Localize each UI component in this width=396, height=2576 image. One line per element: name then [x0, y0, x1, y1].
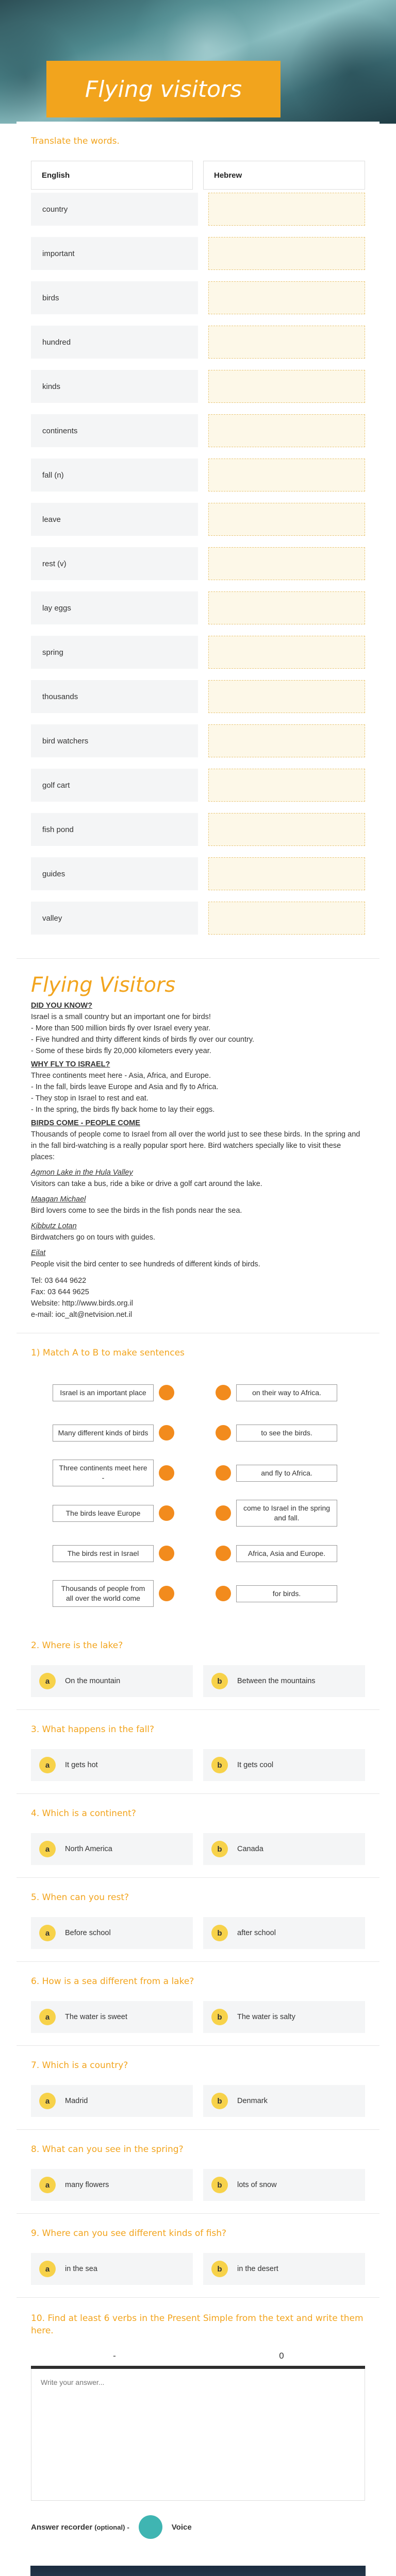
verbs-table-header — [31, 2346, 365, 2369]
spacer — [31, 1270, 365, 1275]
match-row — [31, 1372, 365, 1413]
option-text: On the mountain — [65, 1677, 121, 1685]
reading-line: e-mail: ioc_alt@netvision.net.il — [31, 1311, 133, 1319]
question-title: 9. Where can you see different kinds of fish? — [31, 2228, 227, 2239]
page-title: Flying visitors — [85, 76, 242, 103]
choice-option-a[interactable] — [31, 1665, 193, 1697]
reading-text — [31, 1000, 365, 1320]
choice-option-b[interactable] — [203, 1665, 365, 1697]
worksheet-card — [16, 122, 380, 2576]
option-text: in the desert — [237, 2265, 278, 2273]
option-letter-b: b — [211, 1841, 228, 1857]
choice-option-b[interactable] — [203, 1917, 365, 1949]
header-banner — [0, 0, 396, 124]
match-dot-a[interactable] — [159, 1465, 174, 1481]
choice-option-b[interactable] — [203, 2001, 365, 2033]
hebrew-input[interactable] — [208, 813, 365, 846]
choice-question-section — [16, 2045, 380, 2129]
hebrew-input[interactable] — [208, 547, 365, 580]
reading-line: Birdwatchers go on tours with guides. — [31, 1233, 155, 1242]
question-title: 5. When can you rest? — [31, 1892, 129, 1903]
reading-title: Flying Visitors — [31, 973, 176, 997]
translate-row — [31, 813, 365, 846]
option-text: North America — [65, 1845, 112, 1853]
answer-box — [31, 2369, 365, 2501]
verbs-section — [16, 2297, 380, 2561]
translate-row — [31, 281, 365, 314]
english-word: continents — [31, 414, 198, 447]
match-dot-b[interactable] — [216, 1425, 231, 1440]
choice-option-a[interactable] — [31, 1749, 193, 1781]
question-title: Translate the words. — [31, 136, 120, 146]
choice-options — [31, 1749, 365, 1781]
option-text: Canada — [237, 1845, 263, 1853]
choice-option-a[interactable] — [31, 2169, 193, 2201]
match-dot-b[interactable] — [216, 1385, 231, 1400]
reading-line: - In the fall, birds leave Europe and Asia and fly to Africa. — [31, 1083, 219, 1091]
english-word: valley — [31, 902, 198, 935]
question-title: 4. Which is a continent? — [31, 1808, 136, 1819]
translate-row — [31, 370, 365, 403]
match-dot-a[interactable] — [159, 1505, 174, 1521]
match-item-b: to see the birds. — [236, 1425, 337, 1442]
option-text: many flowers — [65, 2181, 109, 2189]
choice-questions — [16, 1626, 380, 2297]
translate-row — [31, 326, 365, 359]
translate-row — [31, 724, 365, 757]
translate-row — [31, 857, 365, 890]
translate-row — [31, 636, 365, 669]
english-word: important — [31, 237, 198, 270]
match-dot-b[interactable] — [216, 1586, 231, 1601]
match-dot-a[interactable] — [159, 1546, 174, 1561]
question-title: 6. How is a sea different from a lake? — [31, 1976, 194, 1987]
choice-option-a[interactable] — [31, 2085, 193, 2117]
translate-row — [31, 591, 365, 624]
match-item-a: Israel is an important place — [53, 1384, 154, 1401]
choice-option-a[interactable] — [31, 2001, 193, 2033]
english-word: bird watchers — [31, 724, 198, 757]
verbs-col-2: 0 — [279, 2351, 284, 2361]
choice-question-section — [16, 1961, 380, 2045]
question-title: 7. Which is a country? — [31, 2060, 128, 2071]
choice-question-section — [16, 2213, 380, 2297]
option-text: Denmark — [237, 2097, 268, 2105]
choice-option-b[interactable] — [203, 2085, 365, 2117]
english-word: fall (n) — [31, 459, 198, 492]
hebrew-input[interactable] — [208, 902, 365, 935]
option-letter-b: b — [211, 2093, 228, 2109]
matching-section — [16, 1333, 380, 1626]
hebrew-input[interactable] — [208, 503, 365, 536]
hebrew-input[interactable] — [208, 237, 365, 270]
option-text: Before school — [65, 1929, 111, 1937]
choice-option-b[interactable] — [203, 2253, 365, 2285]
choice-options — [31, 2085, 365, 2117]
option-text: Between the mountains — [237, 1677, 316, 1685]
match-dot-b[interactable] — [216, 1505, 231, 1521]
question-title: 8. What can you see in the spring? — [31, 2144, 184, 2155]
hebrew-input[interactable] — [208, 724, 365, 757]
match-item-b: for birds. — [236, 1585, 337, 1602]
option-letter-a: a — [39, 1673, 56, 1689]
english-word: guides — [31, 857, 198, 890]
match-dot-b[interactable] — [216, 1546, 231, 1561]
reading-line: - In the spring, the birds fly back home to lay their eggs. — [31, 1106, 215, 1114]
translate-rows — [31, 193, 365, 935]
english-word: golf cart — [31, 769, 198, 802]
match-dot-a[interactable] — [159, 1425, 174, 1440]
reading-place: Kibbutz Lotan — [31, 1222, 77, 1230]
match-dot-b[interactable] — [216, 1465, 231, 1481]
english-word: thousands — [31, 680, 198, 713]
english-word: leave — [31, 503, 198, 536]
column-hebrew: Hebrew — [203, 161, 365, 190]
option-text: after school — [237, 1929, 276, 1937]
option-letter-b: b — [211, 1757, 228, 1773]
match-dot-a[interactable] — [159, 1586, 174, 1601]
reading-line: - More than 500 million birds fly over Israel every year. — [31, 1024, 211, 1032]
recorder-separator: - — [127, 2523, 129, 2531]
hebrew-input[interactable] — [208, 281, 365, 314]
english-word: rest (v) — [31, 547, 198, 580]
option-letter-b: b — [211, 2177, 228, 2193]
choice-option-b[interactable] — [203, 2169, 365, 2201]
recorder-voice-label: Voice — [171, 2522, 192, 2532]
english-word: kinds — [31, 370, 198, 403]
choice-option-a[interactable] — [31, 1917, 193, 1949]
reading-heading: BIRDS COME - PEOPLE COME — [31, 1119, 140, 1127]
match-row — [31, 1453, 365, 1493]
english-word: country — [31, 193, 198, 226]
choice-option-b[interactable] — [203, 1749, 365, 1781]
title-box — [46, 61, 280, 117]
choice-options — [31, 2001, 365, 2033]
translate-row — [31, 459, 365, 492]
translate-section — [16, 122, 380, 958]
match-row — [31, 1573, 365, 1614]
match-item-b: and fly to Africa. — [236, 1465, 337, 1482]
match-row — [31, 1413, 365, 1453]
hebrew-input[interactable] — [208, 193, 365, 226]
reading-place: Eilat — [31, 1249, 46, 1257]
question-title: 10. Find at least 6 verbs in the Present Simple from the text and write them here. — [31, 2313, 364, 2336]
choice-options — [31, 1833, 365, 1865]
english-word: lay eggs — [31, 591, 198, 624]
option-letter-a: a — [39, 2009, 56, 2025]
reading-heading: DID YOU KNOW? — [31, 1002, 92, 1010]
english-word: birds — [31, 281, 198, 314]
question-title: 2. Where is the lake? — [31, 1640, 123, 1651]
matching-rows — [31, 1372, 365, 1614]
choice-question-section — [16, 1709, 380, 1793]
choice-question-section — [16, 2129, 380, 2213]
option-letter-b: b — [211, 1673, 228, 1689]
choice-option-b[interactable] — [203, 1833, 365, 1865]
option-text: It gets hot — [65, 1761, 98, 1769]
recorder-optional: (optional) — [94, 2523, 125, 2531]
reading-line: Tel: 03 644 9622 — [31, 1277, 87, 1285]
banner-decoration — [289, 10, 396, 124]
match-dot-a[interactable] — [159, 1385, 174, 1400]
choice-option-a[interactable] — [31, 2253, 193, 2285]
record-button[interactable] — [139, 2515, 162, 2539]
choice-option-a[interactable] — [31, 1833, 193, 1865]
option-text: The water is sweet — [65, 2013, 127, 2021]
match-item-a: Many different kinds of birds — [53, 1425, 154, 1442]
reading-line: Visitors can take a bus, ride a bike or drive a golf cart around the lake. — [31, 1180, 262, 1188]
translate-row — [31, 503, 365, 536]
answer-input[interactable] — [41, 2378, 355, 2491]
option-letter-b: b — [211, 2009, 228, 2025]
reading-line: - Some of these birds fly 20,000 kilometers every year. — [31, 1047, 211, 1055]
choice-question-section — [16, 1626, 380, 1709]
option-text: The water is salty — [237, 2013, 295, 2021]
reading-line: Three continents meet here - Asia, Africa, and Europe. — [31, 1072, 211, 1080]
hebrew-input[interactable] — [208, 326, 365, 359]
option-letter-a: a — [39, 2177, 56, 2193]
verbs-col-1: - — [113, 2351, 116, 2361]
reading-heading: WHY FLY TO ISRAEL? — [31, 1060, 110, 1069]
english-word: spring — [31, 636, 198, 669]
hebrew-input[interactable] — [208, 769, 365, 802]
translate-row — [31, 902, 365, 935]
translate-table — [31, 161, 365, 935]
match-item-b: come to Israel in the spring and fall. — [236, 1500, 337, 1527]
hebrew-input[interactable] — [208, 591, 365, 624]
translate-row — [31, 414, 365, 447]
reading-line: Fax: 03 644 9625 — [31, 1288, 89, 1296]
translate-row — [31, 680, 365, 713]
answer-recorder — [31, 2501, 365, 2548]
option-text: in the sea — [65, 2265, 97, 2273]
match-item-b: Africa, Asia and Europe. — [236, 1545, 337, 1562]
option-text: It gets cool — [237, 1761, 274, 1769]
option-letter-b: b — [211, 1925, 228, 1941]
match-item-a: Thousands of people from all over the world come — [53, 1580, 154, 1607]
reading-line: Website: http://www.birds.org.il — [31, 1299, 133, 1308]
translate-row — [31, 193, 365, 226]
option-letter-a: a — [39, 2261, 56, 2277]
hebrew-input[interactable] — [208, 857, 365, 890]
choice-options — [31, 1665, 365, 1697]
choice-question-section — [16, 1877, 380, 1961]
match-item-a: The birds rest in Israel — [53, 1545, 154, 1562]
translate-row — [31, 769, 365, 802]
recorder-label: Answer recorder — [31, 2522, 93, 2532]
option-letter-a: a — [39, 1841, 56, 1857]
hebrew-input[interactable] — [208, 370, 365, 403]
match-item-a: The birds leave Europe — [53, 1505, 154, 1522]
reading-line: Bird lovers come to see the birds in the fish ponds near the sea. — [31, 1207, 242, 1215]
flying-birds-icon — [30, 2566, 366, 2576]
match-item-a: Three continents meet here - — [53, 1460, 154, 1486]
hebrew-input[interactable] — [208, 459, 365, 492]
hebrew-input[interactable] — [208, 414, 365, 447]
reading-line: - Five hundred and thirty different kinds of birds fly over our country. — [31, 1036, 255, 1044]
reading-line: Thousands of people come to Israel from all over the world just to see these birds. In the spring and in the fall bird-watching is a really popular sport here. Bird watchers specially like to visit these places: — [31, 1130, 360, 1161]
translate-table-header — [31, 161, 365, 190]
option-text: Madrid — [65, 2097, 88, 2105]
english-word: hundred — [31, 326, 198, 359]
question-title: 1) Match A to B to make sentences — [31, 1348, 185, 1358]
option-letter-a: a — [39, 1925, 56, 1941]
option-letter-a: a — [39, 2093, 56, 2109]
reading-section — [16, 958, 380, 1333]
column-english: English — [31, 161, 193, 190]
match-row — [31, 1533, 365, 1573]
hebrew-input[interactable] — [208, 636, 365, 669]
choice-options — [31, 1917, 365, 1949]
match-row — [31, 1493, 365, 1533]
english-word: fish pond — [31, 813, 198, 846]
reading-line: - They stop in Israel to rest and eat. — [31, 1094, 148, 1103]
match-item-b: on their way to Africa. — [236, 1384, 337, 1401]
reading-line: People visit the bird center to see hundreds of different kinds of birds. — [31, 1260, 260, 1268]
reading-place: Maagan Michael — [31, 1195, 86, 1204]
hebrew-input[interactable] — [208, 680, 365, 713]
choice-options — [31, 2253, 365, 2285]
translate-row — [31, 237, 365, 270]
option-letter-b: b — [211, 2261, 228, 2277]
choice-question-section — [16, 1793, 380, 1877]
choice-options — [31, 2169, 365, 2201]
translate-row — [31, 547, 365, 580]
reading-place: Agmon Lake in the Hula Valley — [31, 1168, 133, 1177]
reading-line: Israel is a small country but an important one for birds! — [31, 1013, 211, 1021]
question-title: 3. What happens in the fall? — [31, 1724, 155, 1735]
option-text: lots of snow — [237, 2181, 277, 2189]
option-letter-a: a — [39, 1757, 56, 1773]
birds-sunset-image — [30, 2566, 366, 2576]
